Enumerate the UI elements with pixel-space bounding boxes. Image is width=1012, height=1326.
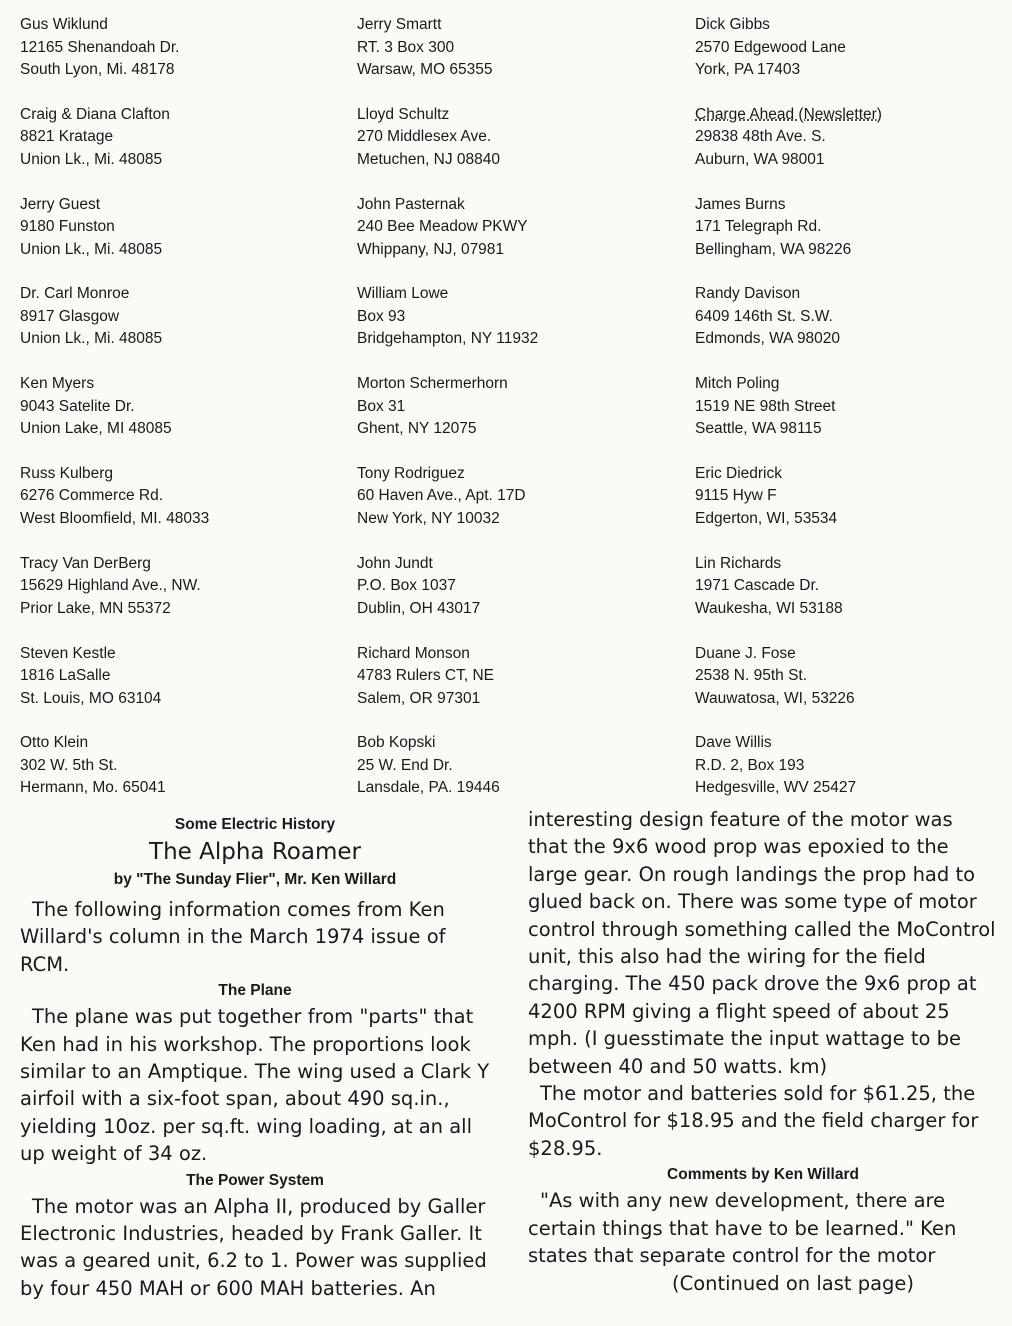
address-line: Salem, OR 97301 [357, 689, 481, 707]
address-line: Whippany, NJ, 07981 [357, 240, 505, 258]
address-entry [20, 283, 340, 351]
address-line: Seattle, WA 98115 [695, 420, 822, 438]
address-name: Jerry Smartt [357, 16, 442, 33]
address-line: 4783 Rulers CT, NE [357, 667, 494, 685]
address-line: Edgerton, WI, 53534 [695, 509, 838, 527]
address-line: 12165 Shenandoah Dr. [20, 38, 180, 56]
address-line: Dublin, OH 43017 [357, 599, 481, 617]
address-entry [695, 194, 1005, 262]
address-line: Union Lake, MI 48085 [20, 420, 172, 438]
address-line: 6276 Commerce Rd. [20, 487, 164, 505]
address-name: Jerry Guest [20, 195, 101, 213]
address-name: Randy Davison [695, 285, 801, 303]
address-column-2 [357, 14, 677, 822]
section-heading-plane: The Plane [218, 982, 292, 1000]
address-name: Dick Gibbs [695, 16, 770, 33]
address-line: Prior Lake, MN 55372 [20, 599, 171, 617]
address-line: Edmonds, WA 98020 [695, 330, 841, 348]
address-name: Gus Wiklund [20, 16, 108, 33]
address-line: 9115 Hyw F [695, 487, 777, 505]
address-line: 240 Bee Meadow PKWY [357, 218, 528, 236]
address-line: 60 Haven Ave., Apt. 17D [357, 487, 526, 505]
address-entry [20, 14, 340, 82]
address-line: Warsaw, MO 65355 [357, 61, 493, 78]
address-line: Lansdale, PA. 19446 [357, 779, 500, 797]
address-entry [357, 194, 677, 262]
address-line: 29838 48th Ave. S. [695, 128, 826, 146]
address-entry [357, 283, 677, 351]
address-entry [695, 643, 1005, 711]
article-left-column [20, 812, 490, 1302]
address-line: 9043 Satelite Dr. [20, 397, 135, 415]
address-line: 9180 Funston [20, 218, 115, 236]
address-line: York, PA 17403 [695, 61, 801, 78]
article-byline: by "The Sunday Flier", Mr. Ken Willard [113, 871, 397, 888]
address-entry [20, 104, 340, 172]
address-line: Union Lk., Mi. 48085 [20, 150, 163, 168]
address-entry [695, 104, 1005, 172]
address-line: Ghent, NY 12075 [357, 420, 477, 438]
address-line: Bridgehampton, NY 11932 [357, 330, 539, 348]
address-entry [357, 104, 677, 172]
address-name: Tony Rodriguez [357, 464, 465, 482]
address-line: 8821 Kratage [20, 128, 114, 146]
address-name: Dr. Carl Monroe [20, 285, 130, 303]
address-name: Mitch Poling [695, 375, 780, 393]
address-line: West Bloomfield, MI. 48033 [20, 509, 210, 527]
address-line: Wauwatosa, WI, 53226 [695, 689, 855, 707]
address-entry [357, 463, 677, 531]
address-line: 25 W. End Dr. [357, 756, 453, 774]
address-line: 171 Telegraph Rd. [695, 218, 822, 236]
address-name: Lin Richards [695, 554, 782, 572]
address-entry [695, 283, 1005, 351]
address-name: Tracy Van DerBerg [20, 554, 151, 572]
address-column-3 [695, 14, 1005, 822]
address-line: South Lyon, Mi. 48178 [20, 61, 175, 78]
article-title: The Alpha Roamer [149, 839, 361, 865]
address-name: Steven Kestle [20, 644, 116, 662]
address-line: St. Louis, MO 63104 [20, 689, 162, 707]
address-name: Otto Klein [20, 734, 89, 752]
section-text-power-a: The motor was an Alpha II, produced by Galler Electronic Industries, headed by Frank Galler. It was a geared unit, 6.2 to 1. Power was supplied by four 450 MAH or 600 MAH batteries. An [20, 1194, 487, 1300]
address-name: Russ Kulberg [20, 464, 114, 482]
article-intro: The following information comes from Ken Willard's column in the March 1974 issue of RCM. [20, 898, 446, 976]
address-name: Morton Schermerhorn [357, 375, 508, 393]
address-entry [357, 732, 677, 800]
address-line: Waukesha, WI 53188 [695, 599, 843, 617]
address-name: John Pasternak [357, 195, 465, 213]
address-name: William Lowe [357, 285, 449, 303]
address-name: James Burns [695, 195, 786, 213]
address-entry [20, 194, 340, 262]
address-line: Union Lk., Mi. 48085 [20, 240, 163, 258]
address-line: 270 Middlesex Ave. [357, 128, 492, 146]
address-line: 302 W. 5th St. [20, 756, 118, 774]
address-line: Box 31 [357, 397, 406, 415]
address-name: Lloyd Schultz [357, 105, 450, 123]
address-line: Union Lk., Mi. 48085 [20, 330, 163, 348]
section-text-comments: "As with any new development, there are certain things that have to be learned." Ken states that separate control for the motor [528, 1189, 957, 1268]
address-line: 8917 Glasgow [20, 307, 120, 325]
address-entry [695, 373, 1005, 441]
address-name: Bob Kopski [357, 734, 436, 752]
address-line: Hermann, Mo. 65041 [20, 779, 166, 797]
address-line: R.D. 2, Box 193 [695, 756, 805, 774]
section-heading-comments: Comments by Ken Willard [667, 1166, 859, 1184]
address-line: 1971 Cascade Dr. [695, 577, 820, 595]
address-line: P.O. Box 1037 [357, 577, 456, 595]
address-line: Metuchen, NJ 08840 [357, 150, 501, 168]
address-line: 6409 146th St. S.W. [695, 307, 833, 325]
address-name: Richard Monson [357, 644, 470, 662]
article-kicker: Some Electric History [174, 816, 336, 833]
address-line: 2570 Edgewood Lane [695, 38, 846, 56]
address-entry [20, 553, 340, 621]
address-entry [695, 553, 1005, 621]
address-line: New York, NY 10032 [357, 509, 500, 527]
address-name: Ken Myers [20, 375, 95, 393]
continued-note: (Continued on last page) [671, 1271, 915, 1295]
section-text-plane: The plane was put together from "parts" that Ken had in his workshop. The proportions look similar to an Amptique. The wing used a Clark Y airfoil with a six-foot span, about 490 sq.in., yielding 10oz. per sq.ft. wing loading, at an all up weight of 34 oz. [20, 1005, 490, 1166]
address-name: Charge Ahead (Newsletter) [695, 105, 882, 123]
address-name: Craig & Diana Clafton [20, 105, 170, 123]
address-entry [357, 553, 677, 621]
address-name: John Jundt [357, 554, 433, 572]
address-line: 1816 LaSalle [20, 667, 111, 685]
address-entry [357, 373, 677, 441]
price-paragraph: The motor and batteries sold for $61.25, the MoControl for $18.95 and the field charger for $28.95. [528, 1082, 979, 1160]
address-name: Dave Willis [695, 734, 772, 752]
address-entry [357, 643, 677, 711]
address-entry [695, 732, 1005, 800]
address-line: 1519 NE 98th Street [695, 397, 836, 415]
address-name: Eric Diedrick [695, 464, 782, 482]
address-line: Auburn, WA 98001 [695, 150, 825, 168]
address-line: Hedgesville, WV 25427 [695, 779, 857, 797]
address-entry [20, 463, 340, 531]
address-name: Duane J. Fose [695, 644, 796, 662]
section-text-power-b: interesting design feature of the motor was that the 9x6 wood prop was epoxied to the large gear. On rough landings the prop had to glued back on. There was some type of motor control through something called the MoControl unit, this also had the wiring for the field charging. The 450 pack drove the 9x6 prop at 4200 RPM giving a flight speed of about 25 mph. (I guesstimate the input wattage to be between 40 and 50 watts. km) [528, 808, 996, 1078]
address-column-1 [20, 14, 340, 822]
address-line: RT. 3 Box 300 [357, 38, 455, 56]
address-entry [20, 732, 340, 800]
address-entry [357, 14, 677, 82]
address-entry [695, 463, 1005, 531]
address-line: Bellingham, WA 98226 [695, 240, 852, 258]
section-heading-power: The Power System [186, 1171, 324, 1189]
address-line: 2538 N. 95th St. [695, 667, 808, 685]
article-right-column [528, 806, 998, 1297]
address-entry [20, 643, 340, 711]
address-line: Box 93 [357, 307, 406, 325]
address-entry [695, 14, 1005, 82]
address-line: 15629 Highland Ave., NW. [20, 577, 201, 595]
address-entry [20, 373, 340, 441]
